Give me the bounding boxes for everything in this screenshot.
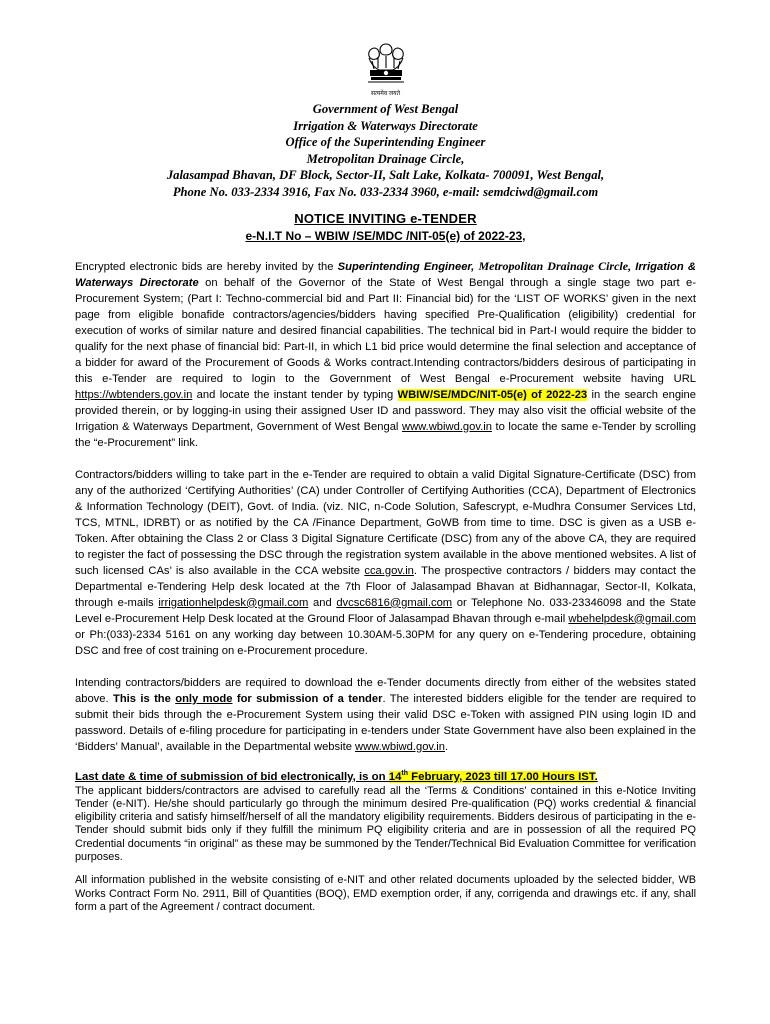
text: Last date & time of submission of bid electronically, is on (75, 770, 389, 783)
text: or Ph:(033)-2334 5161 on any working day between 10.30AM-5.30PM for any query on e-Tendering procedure, obtaining DSC and free of cost training on e-Procurement procedure. (75, 628, 696, 657)
text-bold: Superintending Engineer, (337, 260, 479, 273)
deadline-date-time: February, 2023 till 17.00 Hours IST (408, 770, 595, 783)
text-bold: Metropolitan Drainage Circle, (478, 258, 636, 273)
text: or Telephone No. 033-23346098 and the State Level e-Procurement Help Desk located at the Ground Floor of Jalasampad Bhavan through e-mail (75, 596, 696, 625)
notice-title: NOTICE INVITING e-TENDER (294, 210, 477, 226)
header-contact: Phone No. 033-2334 3916, Fax No. 033-2334 3960, e-mail: semdciwd@gmail.com (172, 184, 599, 199)
emblem-motto: सत्यमेव जयते (370, 91, 401, 97)
header-government: Government of West Bengal (312, 102, 459, 116)
text: and locate the instant tender by typing (192, 388, 398, 401)
text-bold: Irrigation & Waterways Directorate (75, 260, 697, 289)
text: on behalf of the Governor of the State of West Bengal through a single stage two part e-Procurement System; (Part I: Techno-commercial bid and Part II: Financial bid) for the ‘LIST OF WORKS’ given in the next page from eligible bonafide contractors/agencies/bidders having specified Pre-Qualification (eligibility) credential for execution of works of similar nature and desired financial capabilities. The technical bid in Part-I would require the bidder to qualify for the next phase of financial bid: Part-II, in which L1 bid price would determine the final selection and acceptance of a bidder for award of the Procurement of Goods & Works contract.Intending contractors/bidders desirous of participating in this e-Tender are required to login to the Government of West Bengal e-Procurement website having URL (75, 276, 696, 385)
link-wbtenders[interactable]: https://wbtenders.gov.in (75, 388, 193, 401)
paragraph-contract-documents: All information published in the website consisting of e-NIT and other related documents uploaded by the selected bidder, WB Works Contract Form No. 2911, Bill of Quantities (BOQ), EMD exemption order, if any, corrigenda and drawings etc. if any, shall form a part of the Agreement / contract document. (75, 874, 696, 913)
header-circle: Metropolitan Drainage Circle, (306, 151, 465, 166)
state-emblem-icon (360, 38, 412, 92)
text: . The prospective contractors / bidders may contact the Departmental e-Tendering Help desk located at the 7th Floor of Jalasampad Bhavan at Bidhannagar, Sector-II, Kolkata, through e-mails (75, 564, 696, 609)
link-wbiwd-2[interactable]: www.wbiwd.gov.in (355, 740, 445, 753)
nit-number: e-N.I.T No – WBIW /SE/MDC /NIT-05(e) of 2022-23, (245, 228, 526, 243)
link-irrigationhelpdesk-email[interactable]: irrigationhelpdesk@gmail.com (158, 596, 309, 609)
submission-deadline (75, 770, 696, 785)
text: to locate the same e-Tender by scrolling the “e-Procurement” link. (75, 420, 697, 449)
text: . (594, 770, 598, 783)
paragraph-dsc (75, 467, 696, 659)
header-directorate: Irrigation & Waterways Directorate (293, 118, 478, 133)
text-bold: This is the (112, 692, 176, 705)
link-wbehelpdesk-email[interactable]: wbehelpdesk@gmail.com (568, 612, 696, 625)
text: . (445, 740, 449, 753)
link-wbiwd[interactable]: www.wbiwd.gov.in (402, 420, 492, 433)
text: Contractors/bidders willing to take part in the e-Tender are required to obtain a valid Digital Signature-Certificate (DSC) from any of the authorized ‘Certifying Authorities’ (CA) under Controller of Certifying Authorities (CCA), Department of Electronics & Information Technology (DEIT), Govt. of India. (viz. NIC, n-Code Solution, Safescrypt, e-Mudhra Consumer Services Ltd, TCS, MTNL, IDRBT) or as notified by the CA /Finance Department, GoWB from time to time. DSC is given as a USB e-Token. After obtaining the Class 2 or Class 3 Digital Signature Certificate (DSC) from any of the above CA, they are required to register the fact of possessing the DSC through the registration system available in the above mentioned websites. A list of such licensed CAs’ is also available in the CCA website (75, 468, 696, 577)
paragraph-download (75, 675, 696, 755)
office-header (75, 101, 696, 201)
deadline-day: 14 (388, 770, 402, 783)
text: and (308, 596, 337, 609)
header-address: Jalasampad Bhavan, DF Block, Sector-II, Salt Lake, Kolkata- 700091, West Bengal, (166, 168, 605, 183)
link-cca[interactable]: cca.gov.in (364, 564, 414, 577)
text-bold: for submission of a tender (232, 692, 383, 705)
link-dvcsc-email[interactable]: dvcsc6816@gmail.com (336, 596, 453, 609)
text-bold-underlined: only mode (175, 692, 233, 705)
text: in the search engine provided therein, or by logging-in using their assigned User ID and password. They may also visit the official website of the Irrigation & Waterways Department, Government of West Bengal (75, 388, 696, 433)
paragraph-terms: The applicant bidders/contractors are advised to carefully read all the ‘Terms & Conditions’ contained in this e-Notice Inviting Tender (e-NIT). He/she should particularly go through the minimum desired Pre-qualification (PQ) works credential & financial eligibility criteria and satisfy himself/herself of all the mandatory eligibility requirements. Bidders desirous of participating in the e-Tender should submit bids only if they fulfill the minimum PQ eligibility criteria and are in possession of all the required PQ Credential documents “in original” as these may be summoned by the Tender/Technical Bid Evaluation Committee for verification purposes. (75, 784, 696, 864)
text: . The interested bidders eligible for the tender are required to submit their bids through the e-Procurement System using their valid DSC e-Token with assigned PIN using login ID and password. Details of e-filing procedure for participating in e-tenders under State Government have also been explained in the ‘Bidders’ Manual’, available in the Departmental website (75, 692, 697, 753)
text: Intending contractors/bidders are required to download the e-Tender documents directly from either of the websites stated above. (75, 676, 696, 705)
header-office: Office of the Superintending Engineer (285, 135, 486, 150)
paragraph-invitation (75, 258, 696, 451)
deadline-ordinal: th (401, 769, 409, 777)
text: Encrypted electronic bids are hereby invited by the (75, 260, 338, 273)
tender-notice-page (75, 38, 696, 914)
tender-id-highlight: WBIW/SE/MDC/NIT-05(e) of 2022-23 (397, 388, 588, 401)
